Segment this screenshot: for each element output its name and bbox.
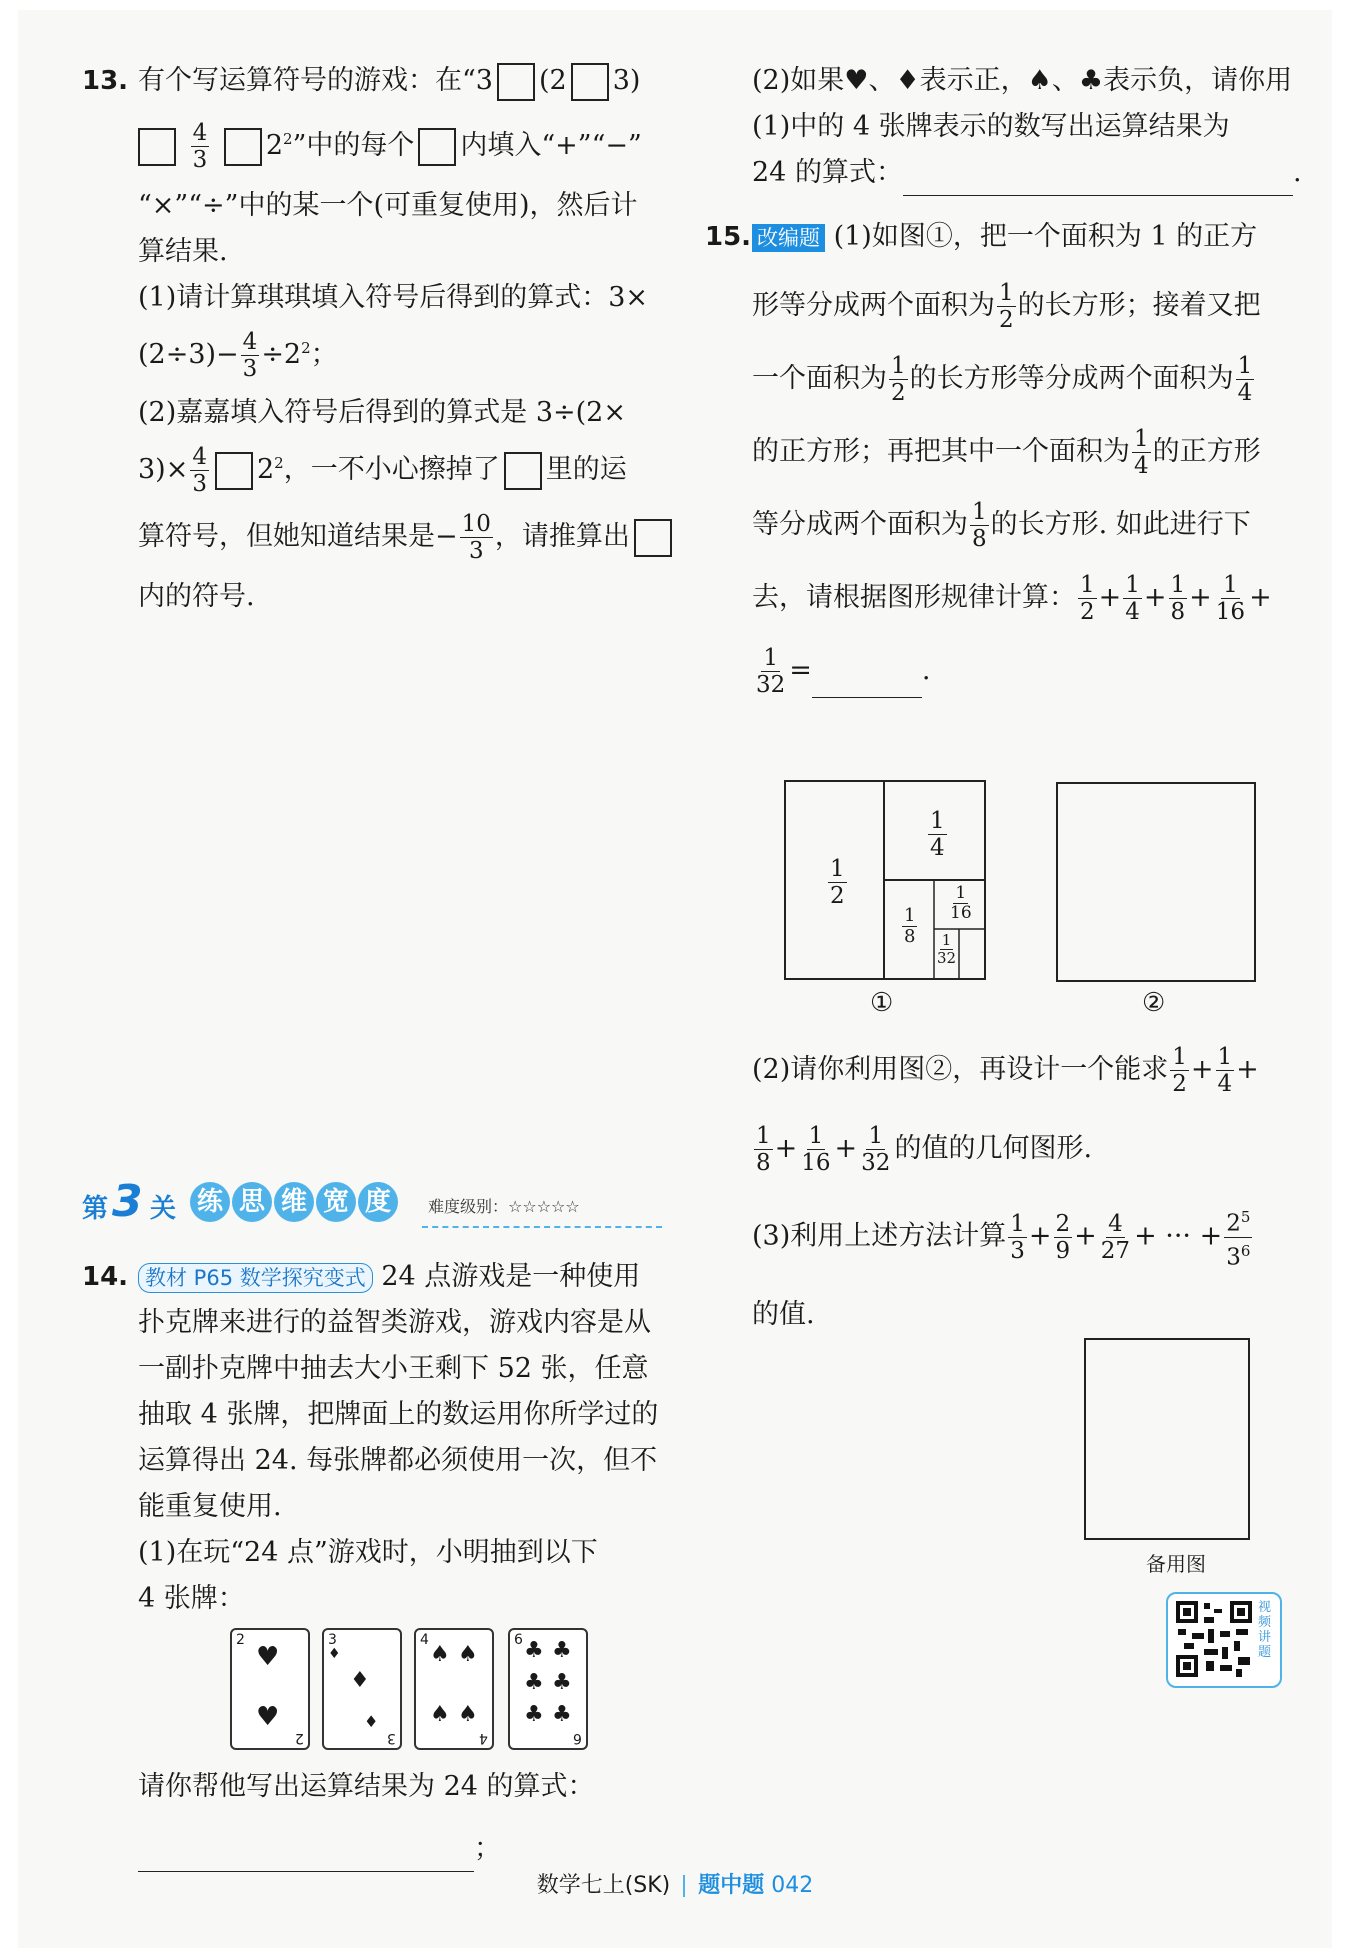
q15-line-4: 的正方形；再把其中一个面积为 $\frac{1}{4}$ 的正方形 xyxy=(752,426,1261,479)
card-6-clubs: 6 ♣ ♣ ♣ ♣ ♣ ♣ 6 xyxy=(508,1628,588,1750)
operator-box xyxy=(224,128,262,166)
q13-part-1: (1)请计算琪琪填入符号后得到的算式：3× xyxy=(138,282,649,313)
card-3-diamonds: 3 ♦ ♦ ♦ 3 xyxy=(322,1628,402,1750)
fig1-label-half: $\frac{1}{2}$ xyxy=(830,856,845,909)
q13-line-10: 内的符号. xyxy=(138,581,255,612)
q14-line-3: 一副扑克牌中抽去大小王剩下 52 张，任意 xyxy=(138,1353,649,1384)
question-15-number: 15. xyxy=(705,222,752,252)
q15-line-6: 去，请根据图形规律计算： $\frac{1}{2}$ + $\frac{1}{4}$ + $\frac{1}{8}$ + $\frac{1}{16}$ + xyxy=(752,572,1272,625)
fig1-label-thirty-second: $\frac{1}{32}$ xyxy=(937,931,957,967)
qr-code-panel[interactable] xyxy=(1166,1592,1282,1688)
question-14-number: 14. xyxy=(82,1262,129,1292)
footer-book-title: 数学七上(SK) xyxy=(536,1873,671,1898)
q13-line-1: 有个写运算符号的游戏：在“3 (2 3) xyxy=(138,58,678,104)
page-number: 042 xyxy=(771,1873,814,1898)
q15-part-2-line-1: (2)请你利用图②，再设计一个能求 $\frac{1}{2}$ + $\frac{1}{4}$ + xyxy=(752,1044,1259,1097)
q14-answer-area: 请你帮他写出运算结果为 24 的算式： ； xyxy=(138,1764,678,1872)
q15-part-3-line-2: 的值. xyxy=(752,1299,815,1331)
q15-part-2-line-2: $\frac{1}{8}$ + $\frac{1}{16}$ + $\frac{1}{32}$ 的值的几何图形. xyxy=(756,1123,1093,1176)
q14-part-2-blank[interactable] xyxy=(903,195,1293,196)
q14-line-4: 抽取 4 张牌，把牌面上的数运用你所学过的 xyxy=(138,1399,659,1430)
figure-1-subdivided-square xyxy=(784,780,992,980)
q13-part-2-expr: 3)× $\frac{4}{3}$ $2^2$，一不小心擦掉了 里的运 xyxy=(138,444,627,497)
figure-2-label: ② xyxy=(1142,988,1166,1018)
q13-line-2: $\frac{4}{3}$ $2^2$”中的每个 内填入“+”“−” xyxy=(138,116,678,173)
figure-1-label: ① xyxy=(870,988,894,1018)
operator-box xyxy=(634,519,672,557)
q15-answer-blank[interactable] xyxy=(812,697,922,698)
spare-figure-square xyxy=(1084,1338,1250,1540)
section-number: 3 xyxy=(112,1176,143,1227)
page-footer xyxy=(0,1868,1350,1899)
q14-line-5: 运算得出 24. 每张牌都必须使用一次，但不 xyxy=(138,1445,658,1476)
operator-box xyxy=(571,63,609,101)
q14-part-2-line-1: (2)如果♥、♦表示正，♠、♣表示负，请你用 xyxy=(752,65,1293,96)
q14-line-6: 能重复使用. xyxy=(138,1491,282,1522)
footer-divider xyxy=(683,1875,685,1897)
q14-line-1: 教材 P65 数学探究变式 24 点游戏是一种使用 xyxy=(138,1254,678,1300)
q14-part-2-line-2: (1)中的 4 张牌表示的数写出运算结果为 xyxy=(752,111,1230,142)
figure-2-square xyxy=(1056,782,1256,982)
question-14 xyxy=(138,1254,678,1622)
adapted-tag: 改编题 xyxy=(752,224,825,252)
q15-line-1: 改编题 (1)如图①，把一个面积为 1 的正方 xyxy=(752,214,1292,260)
operator-box xyxy=(215,452,253,490)
spare-figure-label: 备用图 xyxy=(1146,1552,1206,1576)
q15-line-5: 等分成两个面积为 $\frac{1}{8}$ 的长方形. 如此进行下 xyxy=(752,499,1251,552)
footer-brand: 题中题 xyxy=(698,1873,765,1898)
q13-part-1-expr: (2÷3)− $\frac{4}{3}$ $\div 2^2$； xyxy=(138,329,338,382)
q13-line-4: 算结果. xyxy=(138,236,228,267)
question-13-number: 13. xyxy=(82,66,129,96)
q15-line-3: 一个面积为 $\frac{1}{2}$ 的长方形等分成两个面积为 $\frac{1}{4}$ xyxy=(752,353,1253,406)
q15-part-3-line-1: (3)利用上述方法计算 $\frac{1}{3}$ + $\frac{2}{9}$ + $\frac{4}{27}$ + ··· + $\frac{2^5}{3^6}$ xyxy=(752,1204,1292,1270)
qr-code-icon xyxy=(1174,1599,1254,1679)
banner-dashed-line xyxy=(422,1226,662,1228)
section-label-di: 第 xyxy=(82,1194,109,1224)
q13-part-2-result: 算符号，但她知道结果是− $\frac{10}{3}$ ，请推算出 xyxy=(138,511,678,564)
operator-box xyxy=(138,128,176,166)
q14-line-2: 扑克牌来进行的益智类游戏，游戏内容是从 xyxy=(138,1307,651,1338)
q15-part-2 xyxy=(752,1044,1292,1338)
operator-box xyxy=(497,63,535,101)
qr-video-label: 视频讲题 xyxy=(1258,1600,1272,1660)
card-2-hearts: 2 ♥ ♥ 2 xyxy=(230,1628,310,1750)
q13-part-2: (2)嘉嘉填入符号后得到的算式是 3÷(2× xyxy=(138,397,626,428)
q15-line-7: $\frac{1}{32}$ = . xyxy=(756,645,931,698)
card-4-spades: 4 ♠ ♠ ♠ ♠ 4 xyxy=(414,1628,494,1750)
q14-answer-prompt: 请你帮他写出运算结果为 24 的算式： xyxy=(138,1771,595,1802)
operator-box xyxy=(418,128,456,166)
q14-part-2-line-3: 24 的算式： . xyxy=(752,150,1292,196)
section-banner xyxy=(82,1176,662,1236)
fig1-label-quarter: $\frac{1}{4}$ xyxy=(930,808,945,861)
question-13 xyxy=(138,58,678,620)
operator-box xyxy=(504,452,542,490)
fig1-label-eighth: $\frac{1}{8}$ xyxy=(904,905,916,947)
fig1-label-sixteenth: $\frac{1}{16}$ xyxy=(950,883,972,923)
q13-line-3: “×”“÷”中的某一个(可重复使用)，然后计 xyxy=(138,190,638,221)
difficulty-rating: 难度级别：☆☆☆☆☆ xyxy=(428,1197,580,1216)
textbook-tag: 教材 P65 数学探究变式 xyxy=(138,1263,373,1293)
q14-line-8: 4 张牌： xyxy=(138,1583,245,1614)
q14-part-2 xyxy=(752,58,1302,196)
q15-line-2: 形等分成两个面积为 $\frac{1}{2}$ 的长方形；接着又把 xyxy=(752,280,1261,333)
section-label-guan: 关 xyxy=(150,1194,177,1224)
question-15 xyxy=(752,214,1292,698)
q14-part-1: (1)在玩“24 点”游戏时，小明抽到以下 xyxy=(138,1537,598,1568)
section-title: 练 思 维 宽 度 xyxy=(190,1182,398,1222)
